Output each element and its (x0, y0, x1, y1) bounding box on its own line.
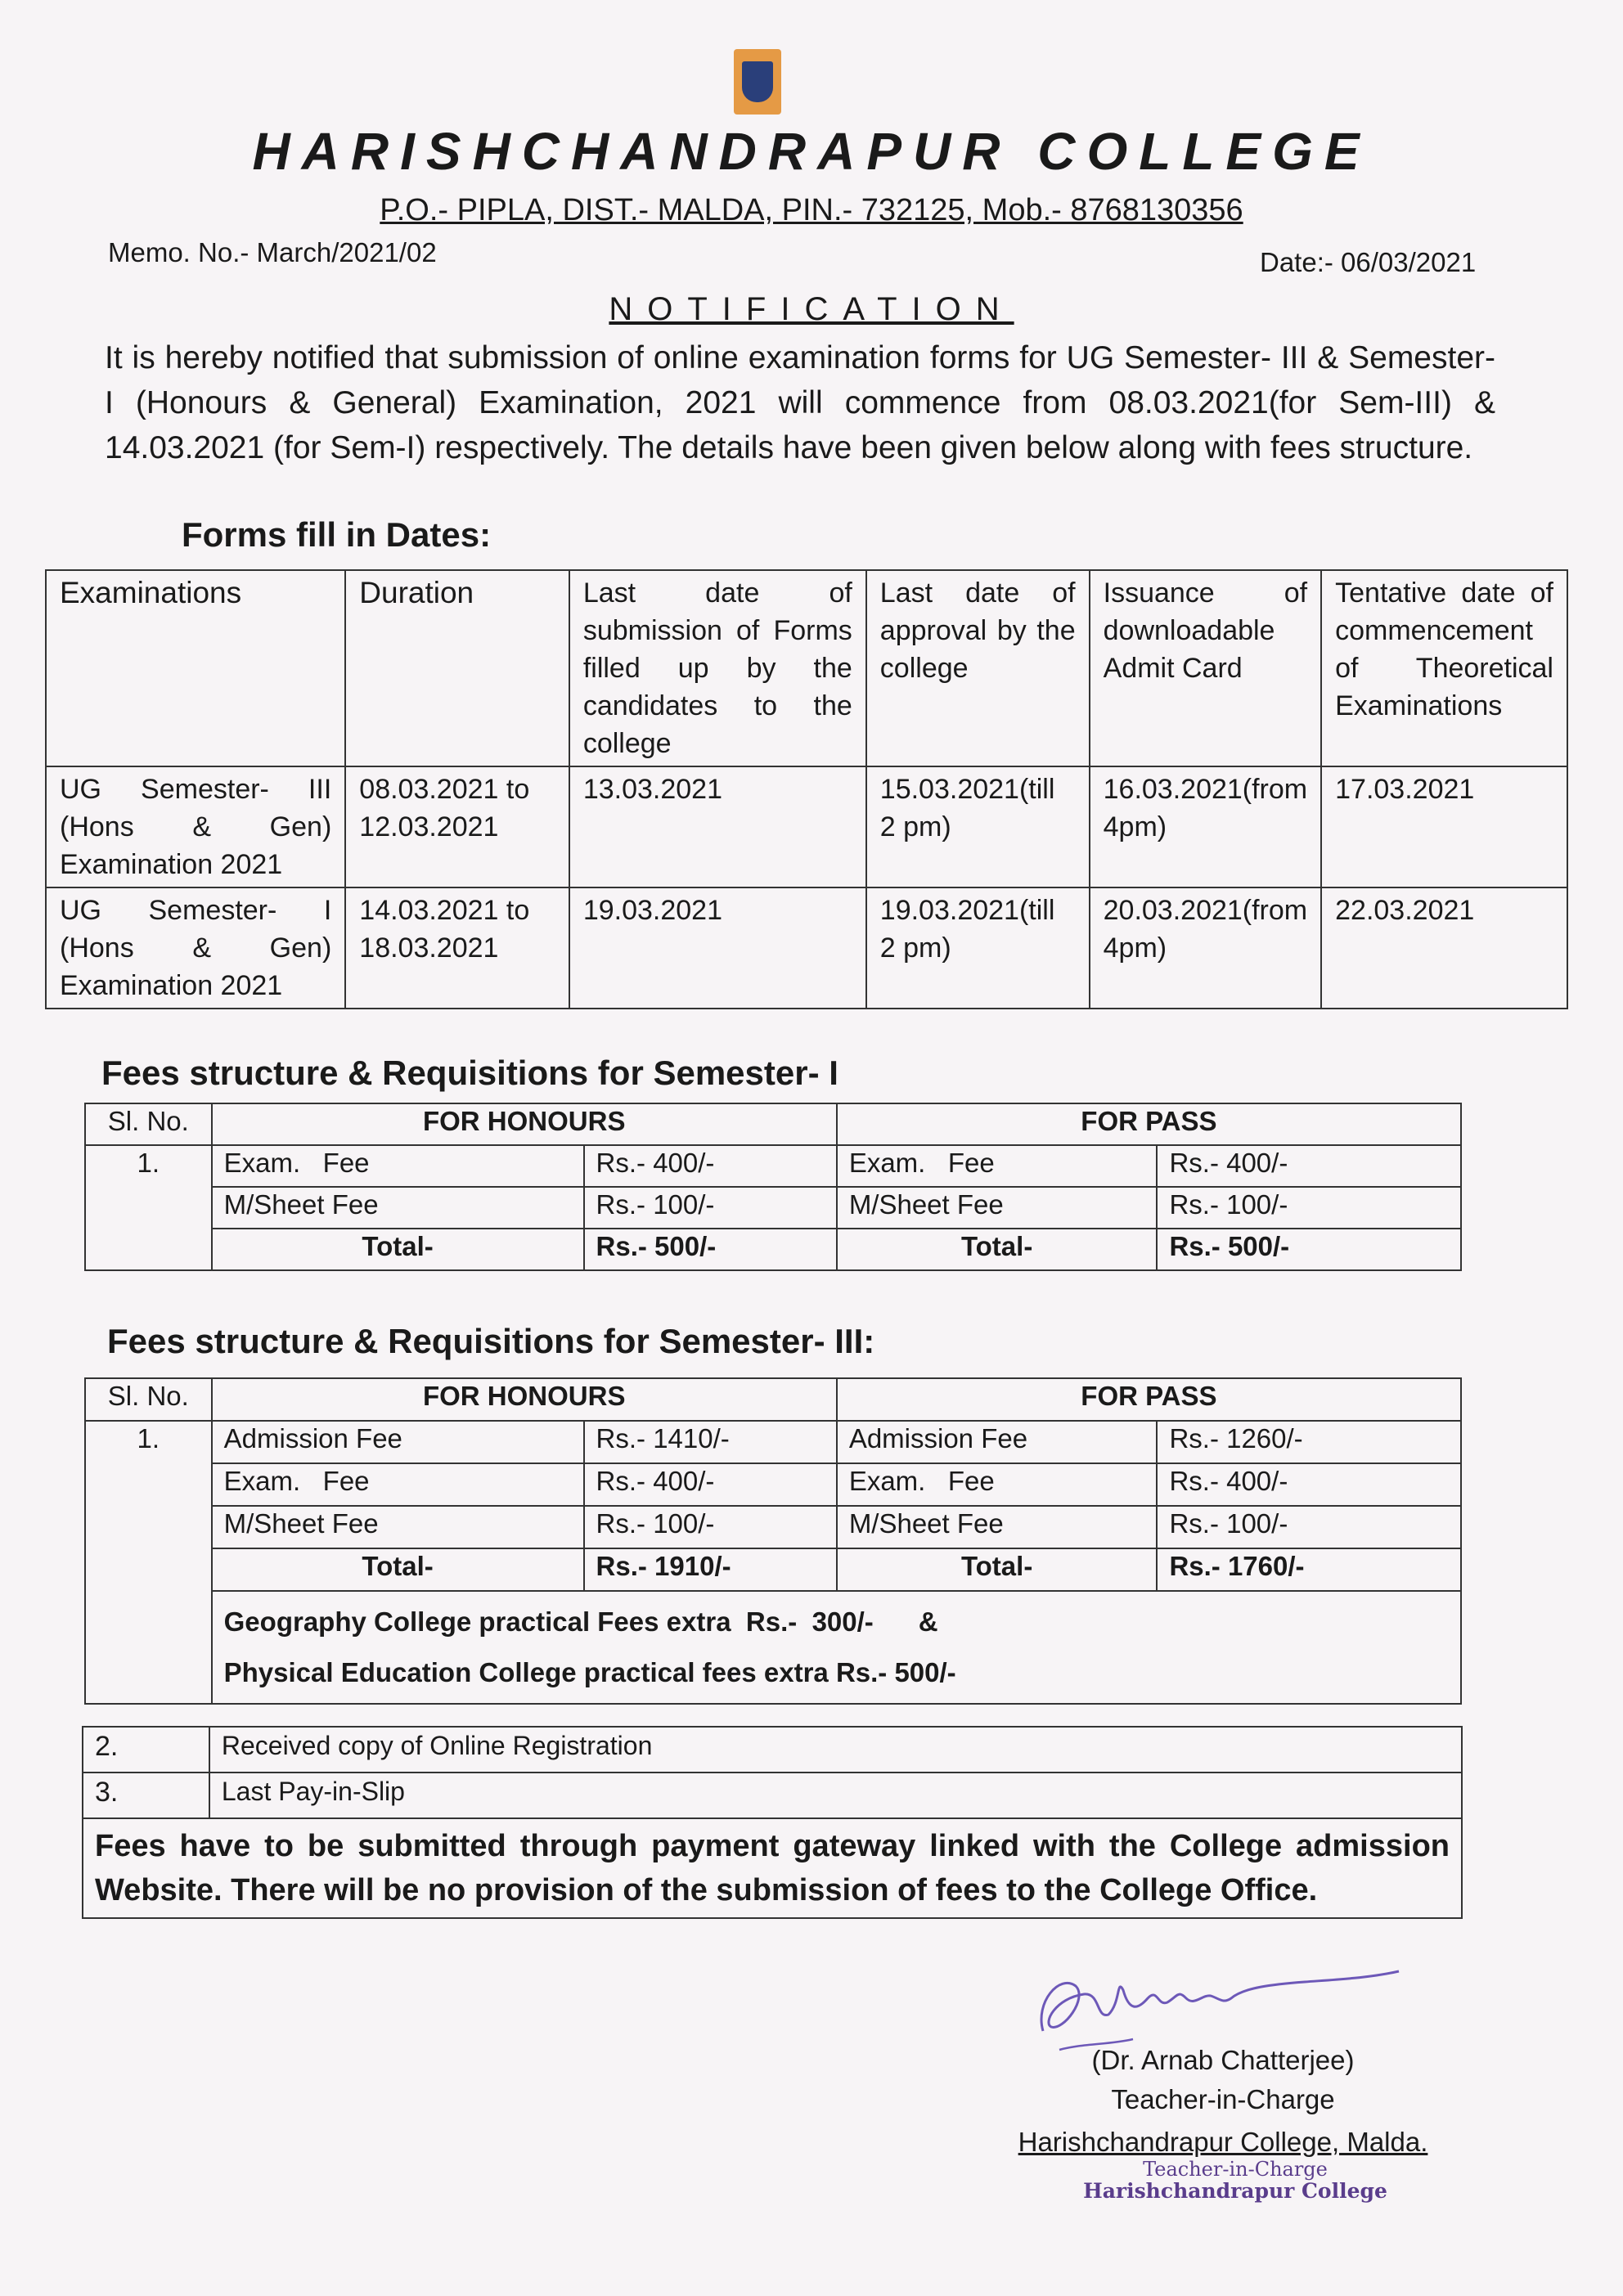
requisition-text: Received copy of Online Registration (209, 1727, 1462, 1773)
table-row (83, 1727, 1462, 1773)
sem1-header-row (85, 1103, 1461, 1145)
col-slno: Sl. No. (85, 1378, 212, 1421)
notification-body: It is hereby notified that submission of online examination forms for UG Semester- III & Semester- I (Honours & General) Examination, 2021 will commence from 08.03.2021(for Sem-III) & 14.03.2021 (for Sem-I) respectively. The details have been given below along with fees structure. (105, 340, 1495, 465)
final-note-row (83, 1818, 1462, 1918)
geography-practical-fee: Geography College practical Fees extra Rs.- 300/- & (223, 1606, 938, 1637)
honours-total-label: Total- (212, 1548, 584, 1591)
col-last-approval: Last date of approval by the college (866, 570, 1090, 766)
honours-fee-value: Rs.- 400/- (584, 1145, 837, 1187)
last-submission: 19.03.2021 (569, 887, 866, 1009)
college-logo (734, 49, 781, 115)
admit-card: 20.03.2021(from 4pm) (1090, 887, 1322, 1009)
col-for-pass: FOR PASS (837, 1103, 1461, 1145)
pass-fee-label: Exam. Fee (837, 1463, 1158, 1506)
honours-total-label: Total- (212, 1229, 584, 1270)
table-row (85, 1463, 1461, 1506)
duration: 08.03.2021 to 12.03.2021 (345, 766, 569, 887)
sem1-fees-table (84, 1103, 1462, 1271)
table-row (46, 766, 1567, 887)
pass-fee-label: Exam. Fee (837, 1145, 1158, 1187)
col-last-submission: Last date of submission of Forms filled up by the candidates to the college (569, 570, 866, 766)
signatory-name: (Dr. Arnab Chatterjee) (1091, 2045, 1355, 2075)
sem1-fees-heading: Fees structure & Requisitions for Semester- I (101, 1054, 838, 1092)
pass-total-value: Rs.- 500/- (1157, 1229, 1461, 1270)
total-row (85, 1548, 1461, 1591)
table-row (85, 1421, 1461, 1463)
requisition-no: 2. (83, 1727, 209, 1773)
honours-fee-label: Exam. Fee (212, 1145, 584, 1187)
pass-fee-value: Rs.- 100/- (1157, 1506, 1461, 1548)
col-duration: Duration (345, 570, 569, 766)
pass-fee-value: Rs.- 100/- (1157, 1187, 1461, 1229)
honours-total-value: Rs.- 1910/- (584, 1548, 837, 1591)
pass-fee-label: M/Sheet Fee (837, 1506, 1158, 1548)
college-address: P.O.- PIPLA, DIST.- MALDA, PIN.- 732125, Mob.- 8768130356 (380, 193, 1243, 227)
table-row (83, 1773, 1462, 1818)
payment-gateway-note: Fees have to be submitted through payment gateway linked with the College admission Website. There will be no provision of the submission of fees to the College Office. (83, 1818, 1462, 1918)
sl-no: 1. (85, 1145, 212, 1270)
sl-no: 1. (85, 1421, 212, 1704)
duration: 14.03.2021 to 18.03.2021 (345, 887, 569, 1009)
honours-fee-value: Rs.- 1410/- (584, 1421, 837, 1463)
honours-fee-label: M/Sheet Fee (212, 1187, 584, 1229)
last-approval: 19.03.2021(till 2 pm) (866, 887, 1090, 1009)
table-row (85, 1145, 1461, 1187)
col-examinations: Examinations (46, 570, 345, 766)
commencement: 17.03.2021 (1321, 766, 1567, 887)
dates-table (45, 569, 1568, 1009)
honours-total-value: Rs.- 500/- (584, 1229, 837, 1270)
last-approval: 15.03.2021(till 2 pm) (866, 766, 1090, 887)
honours-fee-value: Rs.- 100/- (584, 1187, 837, 1229)
signatory-institution: Harishchandrapur College, Malda. (1018, 2127, 1428, 2157)
sem3-header-row (85, 1378, 1461, 1421)
requisitions-table (82, 1726, 1463, 1919)
total-row (85, 1229, 1461, 1270)
pass-fee-value: Rs.- 400/- (1157, 1463, 1461, 1506)
sem3-fees-table (84, 1377, 1462, 1705)
stamp-designation: Teacher-in-Charge (1143, 2158, 1328, 2181)
col-for-pass: FOR PASS (837, 1378, 1461, 1421)
col-admit-card: Issuance of downloadable Admit Card (1090, 570, 1322, 766)
notification-heading: NOTIFICATION (609, 291, 1014, 327)
admit-card: 16.03.2021(from 4pm) (1090, 766, 1322, 887)
dates-heading: Forms fill in Dates: (182, 515, 492, 554)
pass-fee-label: M/Sheet Fee (837, 1187, 1158, 1229)
practical-fees-row (85, 1591, 1461, 1704)
memo-number: Memo. No.- March/2021/02 (108, 237, 437, 267)
table-row (85, 1187, 1461, 1229)
signatory-designation: Teacher-in-Charge (1111, 2084, 1335, 2114)
table-row (85, 1506, 1461, 1548)
sem3-fees-heading: Fees structure & Requisitions for Semester- III: (107, 1322, 875, 1360)
exam-name: UG Semester- III (Hons & Gen) Examination 2021 (46, 766, 345, 887)
honours-fee-label: M/Sheet Fee (212, 1506, 584, 1548)
college-name: HARISHCHANDRAPUR COLLEGE (252, 122, 1371, 181)
pass-fee-value: Rs.- 1260/- (1157, 1421, 1461, 1463)
practical-fees-note (212, 1591, 1461, 1704)
col-commencement: Tentative date of commencement of Theoretical Examinations (1321, 570, 1567, 766)
col-for-honours: FOR HONOURS (212, 1378, 837, 1421)
signature (1027, 1953, 1403, 2060)
pass-total-label: Total- (837, 1229, 1158, 1270)
exam-name: UG Semester- I (Hons & Gen) Examination 2021 (46, 887, 345, 1009)
honours-fee-label: Admission Fee (212, 1421, 584, 1463)
table-row (46, 887, 1567, 1009)
stamp-institution: Harishchandrapur College (1083, 2179, 1387, 2203)
pass-total-value: Rs.- 1760/- (1157, 1548, 1461, 1591)
pass-total-label: Total- (837, 1548, 1158, 1591)
honours-fee-label: Exam. Fee (212, 1463, 584, 1506)
commencement: 22.03.2021 (1321, 887, 1567, 1009)
requisition-text: Last Pay-in-Slip (209, 1773, 1462, 1818)
honours-fee-value: Rs.- 100/- (584, 1506, 837, 1548)
requisition-no: 3. (83, 1773, 209, 1818)
notice-date: Date:- 06/03/2021 (1260, 247, 1477, 277)
physical-education-practical-fee: Physical Education College practical fees extra Rs.- 500/- (223, 1657, 956, 1687)
last-submission: 13.03.2021 (569, 766, 866, 887)
col-for-honours: FOR HONOURS (212, 1103, 837, 1145)
dates-header-row (46, 570, 1567, 766)
honours-fee-value: Rs.- 400/- (584, 1463, 837, 1506)
col-slno: Sl. No. (85, 1103, 212, 1145)
pass-fee-value: Rs.- 400/- (1157, 1145, 1461, 1187)
pass-fee-label: Admission Fee (837, 1421, 1158, 1463)
